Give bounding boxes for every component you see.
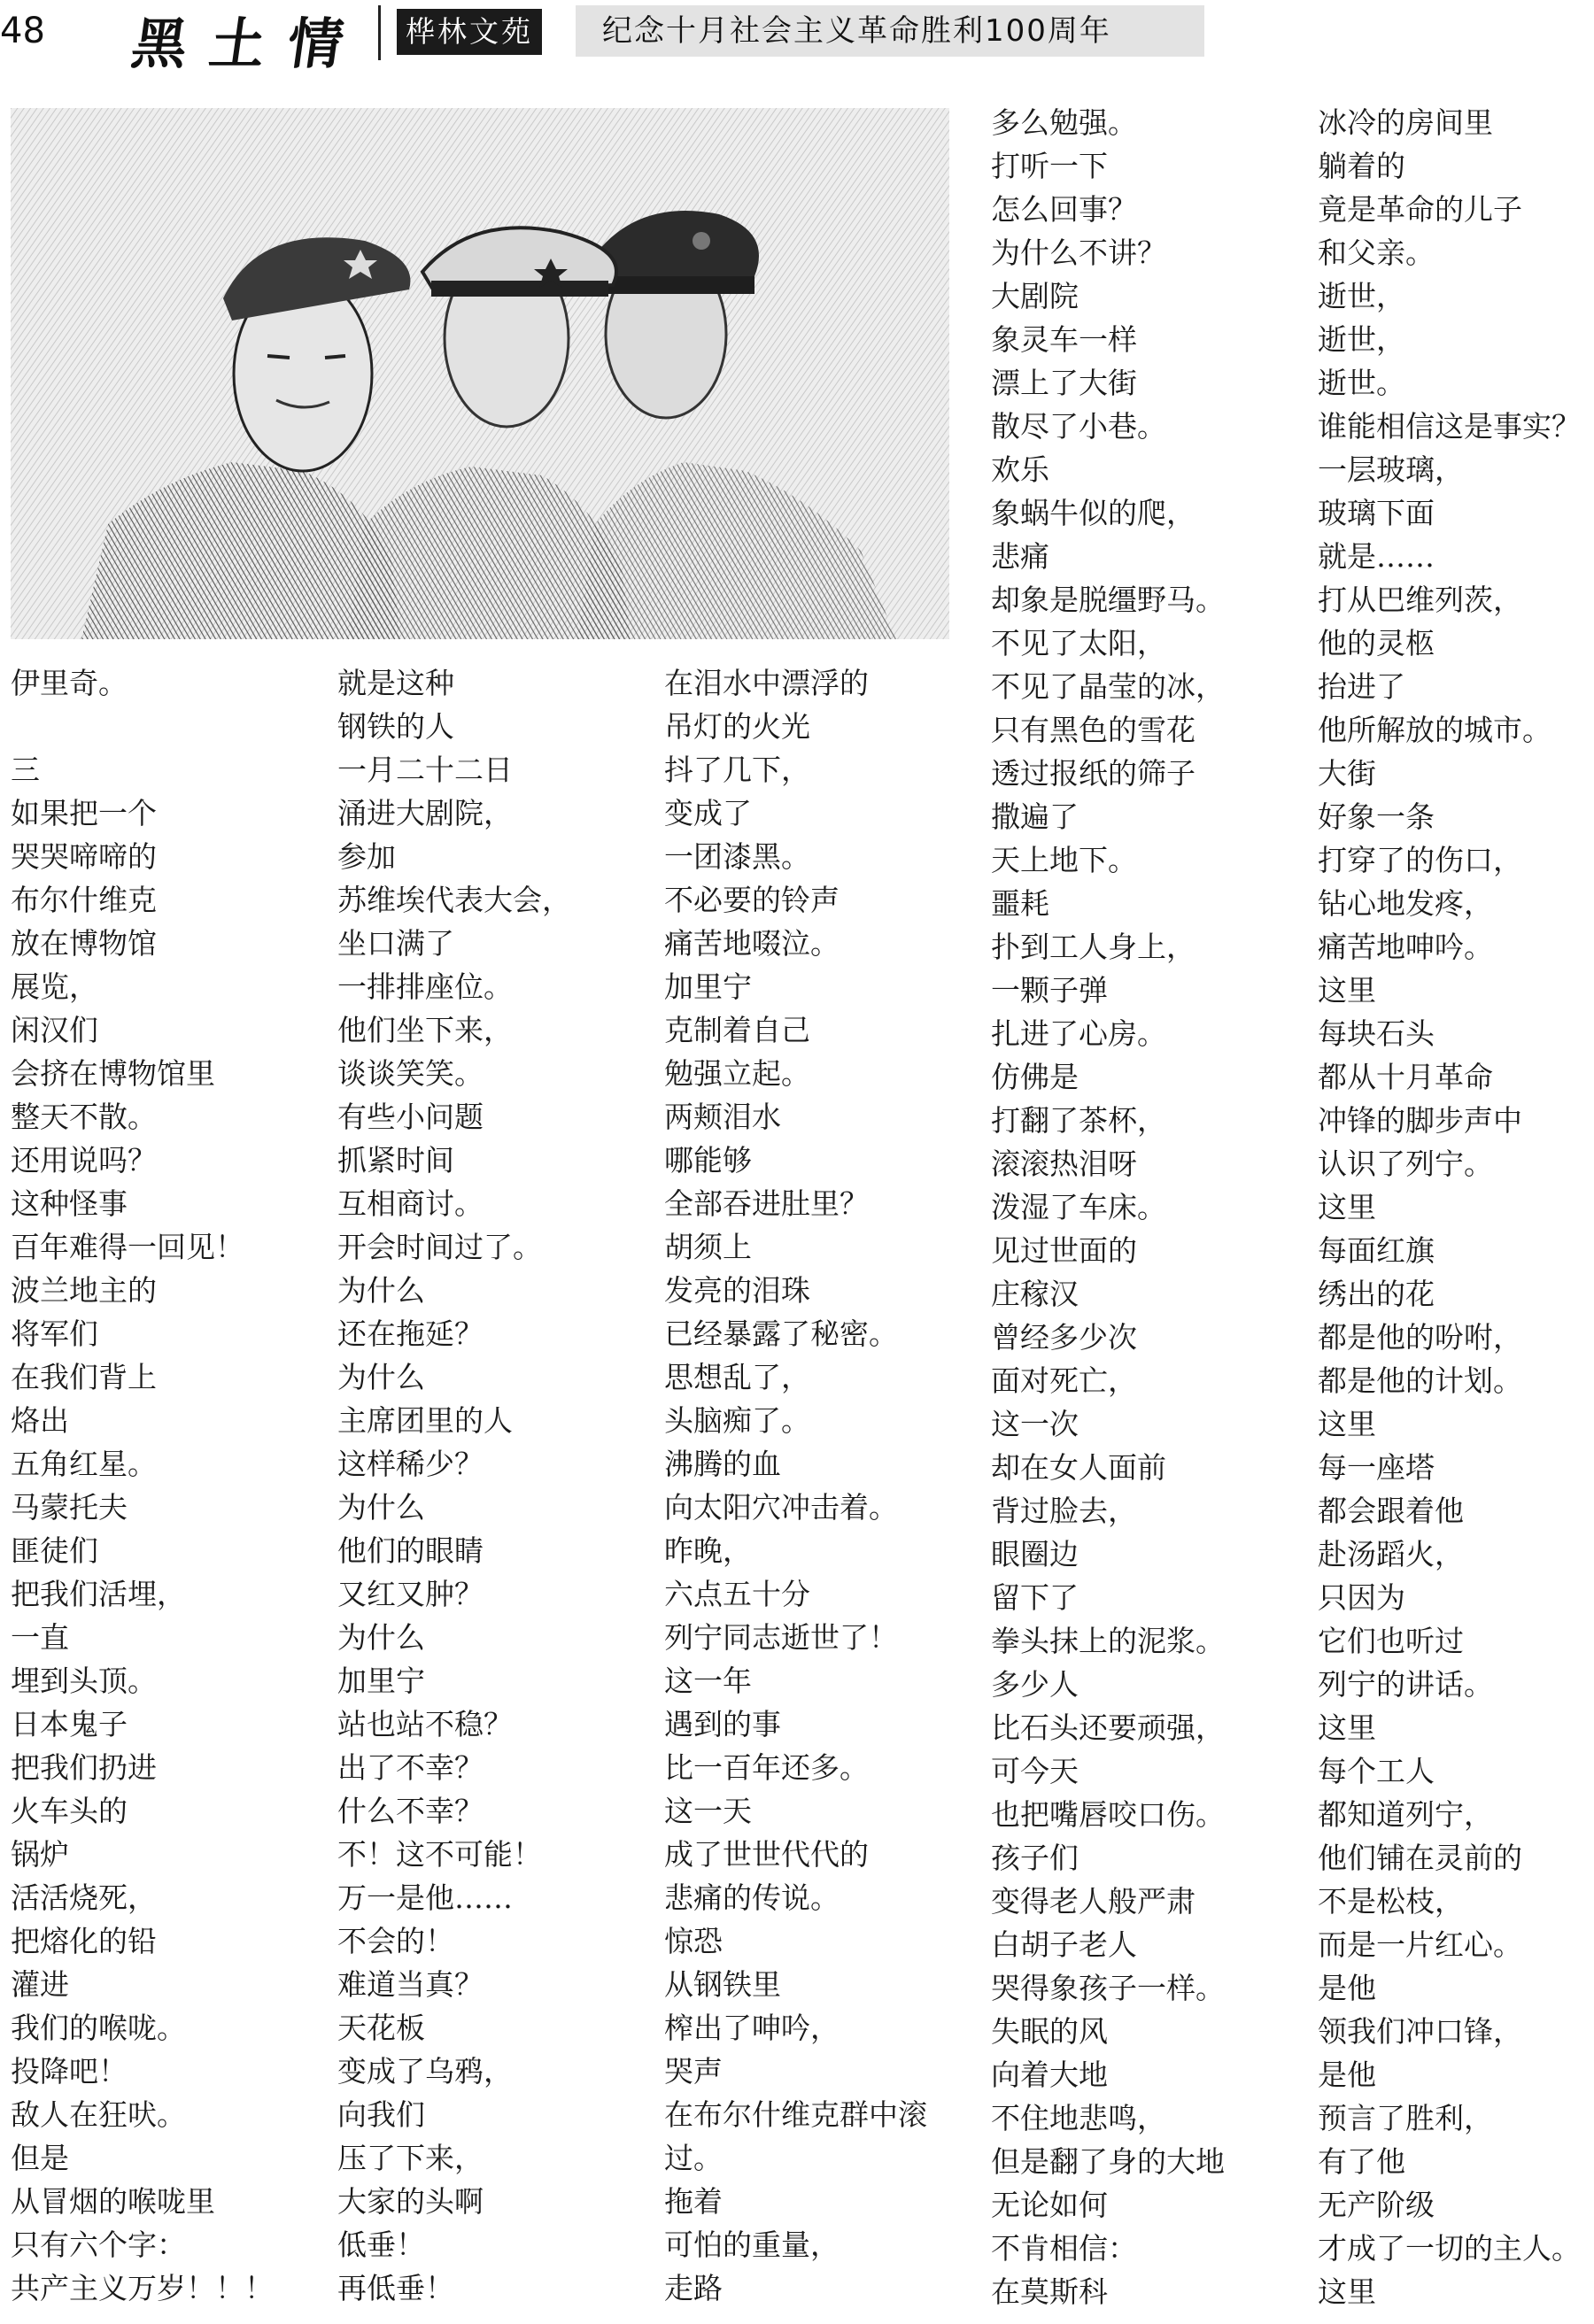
poem-line: 逝世， xyxy=(1318,322,1405,357)
poem-line: 五角红星。 xyxy=(11,1447,157,1481)
poem-line: 展览， xyxy=(11,969,98,1004)
poem-column-3 xyxy=(664,661,983,2310)
poem-line: 散尽了小巷。 xyxy=(991,409,1166,444)
poem-line: 比一百年还多。 xyxy=(664,1750,869,1785)
poem-line: 痛苦地啜泣。 xyxy=(664,926,840,961)
poem-line: 这一次 xyxy=(991,1407,1079,1441)
poem-line: 百年难得一回见！ xyxy=(11,1230,244,1264)
poem-line: 无产阶级 xyxy=(1318,2188,1435,2222)
poem-line: 拳头抹上的泥浆。 xyxy=(991,1624,1225,1658)
poem-line: 泼湿了车床。 xyxy=(991,1190,1166,1224)
poem-line: 都从十月革命 xyxy=(1318,1060,1493,1094)
poem-line: 玻璃下面 xyxy=(1318,496,1435,530)
poem-line: 已经暴露了秘密。 xyxy=(664,1316,898,1351)
poem-line: 为什么 xyxy=(337,1273,425,1308)
poem-line: 把我们扔进 xyxy=(11,1750,157,1785)
poem-line: 谈谈笑笑。 xyxy=(337,1056,484,1091)
poem-line: 逝世， xyxy=(1318,279,1405,313)
poem-line: 就是…… xyxy=(1318,539,1435,574)
poem-line: 昨晚， xyxy=(664,1533,752,1568)
poem-line: 是他 xyxy=(1318,1971,1376,2005)
poem-line: 失眠的风 xyxy=(991,2014,1108,2049)
poem-column-2 xyxy=(337,661,656,2310)
poem-line: 伊里奇。 xyxy=(11,666,128,700)
poem-line: 背过脸去， xyxy=(991,1494,1137,1528)
poem-line: 无论如何 xyxy=(991,2188,1108,2222)
poem-line: 一团漆黑。 xyxy=(664,839,810,874)
poem-line: 每个工人 xyxy=(1318,1754,1435,1788)
poem-column-5 xyxy=(1318,101,1594,2313)
header-divider xyxy=(378,5,381,60)
poem-line: 向着大地 xyxy=(991,2058,1108,2092)
poem-line: 不会的！ xyxy=(337,1924,454,1958)
poem-line: 就是这种 xyxy=(337,666,454,700)
poem-line: 领我们冲口锋， xyxy=(1318,2014,1522,2049)
poem-line: 会挤在博物馆里 xyxy=(11,1056,215,1091)
poem-line: 共产主义万岁！！！ xyxy=(11,2271,274,2305)
poem-line: 预言了胜利， xyxy=(1318,2101,1493,2135)
poem-line: 哪能够 xyxy=(664,1143,752,1177)
poem-line: 庄稼汉 xyxy=(991,1277,1079,1311)
poem-line: 把熔化的铅 xyxy=(11,1924,157,1958)
poem-line: 在莫斯科 xyxy=(991,2274,1108,2309)
poem-line: 只因为 xyxy=(1318,1580,1405,1615)
poem-line: 这里 xyxy=(1318,1407,1376,1441)
poem-line: 大家的头啊 xyxy=(337,2184,484,2219)
poem-line: 天花板 xyxy=(337,2011,425,2045)
poem-line: 榨出了呻吟， xyxy=(664,2011,840,2045)
poem-line: 怎么回事？ xyxy=(991,192,1137,227)
poem-line: 扑到工人身上， xyxy=(991,930,1196,964)
poem-line: 走路 xyxy=(664,2271,723,2305)
poem-line: 再低垂！ xyxy=(337,2271,454,2305)
poem-line: 认识了列宁。 xyxy=(1318,1147,1493,1181)
poem-line: 好象一条 xyxy=(1318,799,1435,834)
poem-line: 哭得象孩子一样。 xyxy=(991,1971,1225,2005)
poem-line: 克制着自己 xyxy=(664,1013,810,1047)
poem-line: 沸腾的血 xyxy=(664,1447,781,1481)
poem-line: 但是翻了身的大地 xyxy=(991,2144,1225,2179)
poem-line: 竟是革命的儿子 xyxy=(1318,192,1522,227)
poem-line: 胡须上 xyxy=(664,1230,752,1264)
poem-line: 遇到的事 xyxy=(664,1707,781,1741)
poem-line: 马蒙托夫 xyxy=(11,1490,128,1525)
poem-line: 什么不幸？ xyxy=(337,1794,484,1828)
poem-line: 变得老人般严肃 xyxy=(991,1884,1196,1919)
poem-line: 日本鬼子 xyxy=(11,1707,128,1741)
poem-line: 波兰地主的 xyxy=(11,1273,157,1308)
poem-line: 打从巴维列茨， xyxy=(1318,583,1522,617)
poem-line: 从冒烟的喉咙里 xyxy=(11,2184,215,2219)
poem-line: 哭声 xyxy=(664,2054,723,2089)
poem-line: 这里 xyxy=(1318,1710,1376,1745)
poem-line: 都会跟着他 xyxy=(1318,1494,1464,1528)
poem-line: 撒遍了 xyxy=(991,799,1079,834)
page-number: 48 xyxy=(0,11,45,51)
poem-line: 一排排座位。 xyxy=(337,969,513,1004)
poem-line: 吊灯的火光 xyxy=(664,709,810,744)
poem-line: 冰冷的房间里 xyxy=(1318,105,1493,140)
poem-line: 难道当真？ xyxy=(337,1967,484,2002)
magazine-title: 黑土情 xyxy=(128,12,371,76)
poem-line: 不必要的铃声 xyxy=(664,883,840,917)
poem-line: 只有六个字： xyxy=(11,2227,186,2262)
poem-line: 还在拖延？ xyxy=(337,1316,484,1351)
poem-line: 逝世。 xyxy=(1318,366,1405,400)
poem-line: 悲痛的传说。 xyxy=(664,1880,840,1915)
poem-line: 放在博物馆 xyxy=(11,926,157,961)
poem-line: 头脑痴了。 xyxy=(664,1403,810,1438)
poem-line: 为什么 xyxy=(337,1490,425,1525)
poem-line: 将军们 xyxy=(11,1316,98,1351)
poem-line: 有些小问题 xyxy=(337,1100,484,1134)
poem-line: 投降吧！ xyxy=(11,2054,128,2089)
poem-line: 只有黑色的雪花 xyxy=(991,713,1196,747)
poem-line: 抓紧时间 xyxy=(337,1143,454,1177)
poem-line: 漂上了大街 xyxy=(991,366,1137,400)
soldiers-sketch-image xyxy=(11,108,949,639)
poem-line: 六点五十分 xyxy=(664,1577,810,1611)
poem-line: 也把嘴唇咬口伤。 xyxy=(991,1797,1225,1832)
poem-line: 钢铁的人 xyxy=(337,709,454,744)
poem-line: 火车头的 xyxy=(11,1794,128,1828)
poem-line: 在布尔什维克群中滚过。 xyxy=(664,2097,927,2175)
poem-line: 开会时间过了。 xyxy=(337,1230,542,1264)
poem-line: 打翻了茶杯， xyxy=(991,1103,1166,1138)
poem-line: 悲痛 xyxy=(991,539,1049,574)
poem-line: 冲锋的脚步声中 xyxy=(1318,1103,1522,1138)
poem-line: 全部吞进肚里？ xyxy=(664,1186,869,1221)
poem-line: 思想乱了， xyxy=(664,1360,810,1394)
poem-line: 匪徒们 xyxy=(11,1533,98,1568)
poem-line xyxy=(11,705,329,748)
poem-line: 他们铺在灵前的 xyxy=(1318,1841,1522,1875)
poem-line: 把我们活埋， xyxy=(11,1577,186,1611)
poem-line: 为什么不讲？ xyxy=(991,235,1166,270)
poem-line: 不是松枝， xyxy=(1318,1884,1464,1919)
poem-line: 活活烧死， xyxy=(11,1880,157,1915)
poem-line: 大街 xyxy=(1318,756,1376,791)
poem-line: 加里宁 xyxy=(664,969,752,1004)
poem-line: 我们的喉咙。 xyxy=(11,2011,186,2045)
poem-line: 钻心地发疼， xyxy=(1318,886,1493,921)
poem-line: 见过世面的 xyxy=(991,1233,1137,1268)
poem-column-1 xyxy=(11,661,329,2310)
poem-line: 却在女人面前 xyxy=(991,1450,1166,1485)
poem-line: 列宁的讲话。 xyxy=(1318,1667,1493,1702)
poem-line: 痛苦地呻吟。 xyxy=(1318,930,1493,964)
poem-line: 有了他 xyxy=(1318,2144,1405,2179)
poem-line: 他所解放的城市。 xyxy=(1318,713,1551,747)
poem-line: 眼圈边 xyxy=(991,1537,1079,1571)
poem-line: 互相商讨。 xyxy=(337,1186,484,1221)
poem-line: 埋到头顶。 xyxy=(11,1664,157,1698)
poem-line: 他们的眼睛 xyxy=(337,1533,484,1568)
poem-line: 都是他的计划。 xyxy=(1318,1363,1522,1398)
poem-line: 站也站不稳？ xyxy=(337,1707,513,1741)
poem-line: 如果把一个 xyxy=(11,796,157,830)
poem-line: 涌进大剧院， xyxy=(337,796,513,830)
poem-line: 不！这不可能！ xyxy=(337,1837,542,1872)
poem-line: 绣出的花 xyxy=(1318,1277,1435,1311)
poem-line: 都知道列宁， xyxy=(1318,1797,1493,1832)
poem-line: 布尔什维克 xyxy=(11,883,157,917)
poem-line: 两颊泪水 xyxy=(664,1100,781,1134)
poem-line: 它们也听过 xyxy=(1318,1624,1464,1658)
poem-line: 扎进了心房。 xyxy=(991,1016,1166,1051)
poem-line: 大剧院 xyxy=(991,279,1079,313)
poem-line: 每一座塔 xyxy=(1318,1450,1435,1485)
poem-line: 烙出 xyxy=(11,1403,69,1438)
poem-line: 三 xyxy=(11,753,40,787)
poem-line: 为什么 xyxy=(337,1360,425,1394)
column-name-badge: 桦林文苑 xyxy=(397,9,542,55)
poem-line: 抬进了 xyxy=(1318,669,1405,704)
poem-line: 在泪水中漂浮的 xyxy=(664,666,869,700)
poem-line: 压了下来， xyxy=(337,2141,484,2175)
poem-line: 打听一下 xyxy=(991,149,1108,183)
poem-line: 滚滚热泪呀 xyxy=(991,1147,1137,1181)
poem-line: 赴汤蹈火， xyxy=(1318,1537,1464,1571)
soldiers-illustration xyxy=(11,108,949,639)
page-header xyxy=(0,0,1594,76)
poem-line: 才成了一切的主人。 xyxy=(1318,2231,1581,2266)
poem-line: 而是一片红心。 xyxy=(1318,1927,1522,1962)
poem-line: 主席团里的人 xyxy=(337,1403,513,1438)
poem-line: 透过报纸的筛子 xyxy=(991,756,1196,791)
poem-line: 象灵车一样 xyxy=(991,322,1137,357)
poem-line: 每面红旗 xyxy=(1318,1233,1435,1268)
poem-line: 白胡子老人 xyxy=(991,1927,1137,1962)
poem-line: 成了世世代代的 xyxy=(664,1837,869,1872)
poem-line: 哭哭啼啼的 xyxy=(11,839,157,874)
poem-line: 拖着 xyxy=(664,2184,723,2219)
poem-line: 这一天 xyxy=(664,1794,752,1828)
poem-line: 坐口满了 xyxy=(337,926,454,961)
poem-line: 打穿了的伤口， xyxy=(1318,843,1522,877)
poem-line: 低垂！ xyxy=(337,2227,425,2262)
poem-line: 躺着的 xyxy=(1318,149,1405,183)
poem-line: 这一年 xyxy=(664,1664,752,1698)
poem-column-4 xyxy=(991,101,1310,2313)
poem-line: 多么勉强。 xyxy=(991,105,1137,140)
poem-line: 不见了太阳， xyxy=(991,626,1166,660)
poem-line: 面对死亡， xyxy=(991,1363,1137,1398)
poem-line: 一直 xyxy=(11,1620,69,1655)
poem-line: 可今天 xyxy=(991,1754,1079,1788)
poem-line: 留下了 xyxy=(991,1580,1079,1615)
poem-line: 每块石头 xyxy=(1318,1016,1435,1051)
poem-line: 孩子们 xyxy=(991,1841,1079,1875)
poem-line: 谁能相信这是事实？ xyxy=(1318,409,1581,444)
poem-line: 闲汉们 xyxy=(11,1013,98,1047)
poem-line: 这里 xyxy=(1318,973,1376,1008)
poem-line: 不住地悲鸣， xyxy=(991,2101,1166,2135)
poem-line: 向我们 xyxy=(337,2097,425,2132)
poem-line: 比石头还要顽强， xyxy=(991,1710,1225,1745)
poem-line: 变成了乌鸦， xyxy=(337,2054,513,2089)
poem-line: 灌进 xyxy=(11,1967,69,2002)
poem-line: 他们坐下来， xyxy=(337,1013,513,1047)
poem-line: 为什么 xyxy=(337,1620,425,1655)
poem-line: 这样稀少？ xyxy=(337,1447,484,1481)
poem-line: 这种怪事 xyxy=(11,1186,128,1221)
poem-line: 天上地下。 xyxy=(991,843,1137,877)
poem-line: 噩耗 xyxy=(991,886,1049,921)
poem-line: 不见了晶莹的冰， xyxy=(991,669,1225,704)
poem-line: 整天不散。 xyxy=(11,1100,157,1134)
poem-line: 锅炉 xyxy=(11,1837,69,1872)
poem-line: 惊恐 xyxy=(664,1924,723,1958)
poem-line: 他的灵柩 xyxy=(1318,626,1435,660)
poem-line: 在我们背上 xyxy=(11,1360,157,1394)
poem-line: 可怕的重量， xyxy=(664,2227,840,2262)
poem-line: 加里宁 xyxy=(337,1664,425,1698)
poem-line: 列宁同志逝世了！ xyxy=(664,1620,898,1655)
poem-line: 变成了 xyxy=(664,796,752,830)
poem-line: 出了不幸？ xyxy=(337,1750,484,1785)
poem-line: 象蜗牛似的爬， xyxy=(991,496,1196,530)
poem-line: 一层玻璃， xyxy=(1318,452,1464,487)
poem-line: 参加 xyxy=(337,839,396,874)
anniversary-banner: 纪念十月社会主义革命胜利100周年 xyxy=(576,5,1204,57)
poem-line: 又红又肿？ xyxy=(337,1577,484,1611)
poem-line: 从钢铁里 xyxy=(664,1967,781,2002)
poem-line: 曾经多少次 xyxy=(991,1320,1137,1355)
poem-line: 欢乐 xyxy=(991,452,1049,487)
poem-line: 抖了几下， xyxy=(664,753,810,787)
poem-line: 还用说吗？ xyxy=(11,1143,157,1177)
poem-line: 万一是他…… xyxy=(337,1880,513,1915)
poem-line: 却象是脱缰野马。 xyxy=(991,583,1225,617)
poem-line: 是他 xyxy=(1318,2058,1376,2092)
poem-line: 敌人在狂吠。 xyxy=(11,2097,186,2132)
poem-line: 发亮的泪珠 xyxy=(664,1273,810,1308)
poem-line: 这里 xyxy=(1318,2274,1376,2309)
poem-line: 不肯相信： xyxy=(991,2231,1137,2266)
poem-line: 仿佛是 xyxy=(991,1060,1079,1094)
poem-line: 但是 xyxy=(11,2141,69,2175)
poem-line: 这里 xyxy=(1318,1190,1376,1224)
poem-line: 勉强立起。 xyxy=(664,1056,810,1091)
poem-line: 一颗子弹 xyxy=(991,973,1108,1008)
poem-line: 都是他的吩咐， xyxy=(1318,1320,1522,1355)
poem-line: 苏维埃代表大会， xyxy=(337,883,571,917)
poem-line: 一月二十二日 xyxy=(337,753,513,787)
poem-line: 多少人 xyxy=(991,1667,1079,1702)
poem-line: 向太阳穴冲击着。 xyxy=(664,1490,898,1525)
poem-line: 和父亲。 xyxy=(1318,235,1435,270)
